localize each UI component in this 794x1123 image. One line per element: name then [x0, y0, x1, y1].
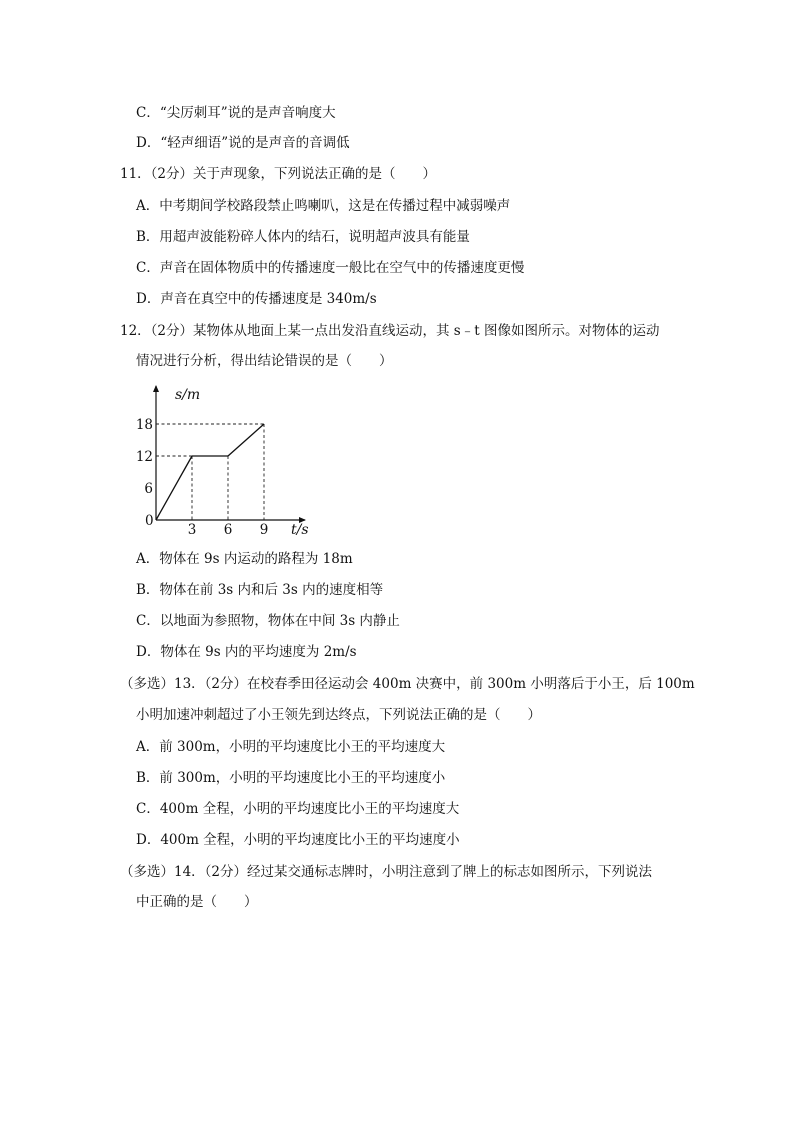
- q13-stem-line1: （多选）13．（2分）在校春季田径运动会 400m 决赛中，前 300m 小明落后于小王，后 100m: [120, 676, 695, 692]
- y-axis-label: s/m: [175, 387, 201, 403]
- q12-option-c: C．以地面为参照物，物体在中间 3s 内静止: [136, 613, 400, 629]
- q10-option-c: C．“尖厉刺耳”说的是声音响度大: [136, 105, 336, 121]
- q11-stem: 11．（2分）关于声现象，下列说法正确的是（ ）: [120, 166, 437, 182]
- q14-stem-line2: 中正确的是（ ）: [136, 894, 258, 910]
- y-tick-label-18: 18: [135, 417, 153, 433]
- q12-stem-line2: 情况进行分析，得出结论错误的是（ ）: [136, 353, 393, 369]
- graph-segment-1: [156, 456, 192, 520]
- q11-option-a: A．中考期间学校路段禁止鸣喇叭，这是在传播过程中减弱噪声: [136, 198, 511, 214]
- q12-option-b: B．物体在前 3s 内和后 3s 内的速度相等: [136, 582, 384, 598]
- q13-option-b: B．前 300m，小明的平均速度比小王的平均速度小: [136, 770, 446, 786]
- y-tick-label-6: 6: [144, 481, 153, 497]
- q11-option-b: B．用超声波能粉碎人体内的结石，说明超声波具有能量: [136, 229, 470, 245]
- x-tick-label-6: 6: [223, 522, 233, 538]
- q13-option-c: C．400m 全程，小明的平均速度比小王的平均速度大: [136, 801, 460, 817]
- x-tick-label-3: 3: [187, 522, 197, 538]
- q12-stem-line1: 12．（2分）某物体从地面上某一点出发沿直线运动，其 s﹣t 图像如图所示。对物体的运动: [120, 323, 660, 339]
- q12-option-d: D．物体在 9s 内的平均速度为 2m/s: [136, 644, 357, 660]
- q10-option-d: D．“轻声细语”说的是声音的音调低: [136, 135, 350, 151]
- q13-stem-line2: 小明加速冲刺超过了小王领先到达终点，下列说法正确的是（ ）: [136, 707, 541, 723]
- q11-option-d: D．声音在真空中的传播速度是 340m/s: [136, 291, 377, 307]
- graph-segment-3: [228, 424, 264, 456]
- origin-label: 0: [145, 513, 154, 529]
- st-graph-figure: [135, 380, 325, 540]
- q11-option-c: C．声音在固体物质中的传播速度一般比在空气中的传播速度更慢: [136, 260, 525, 276]
- x-axis-label: t/s: [291, 522, 309, 538]
- q13-option-d: D．400m 全程，小明的平均速度比小王的平均速度小: [136, 832, 460, 848]
- q13-option-a: A．前 300m，小明的平均速度比小王的平均速度大: [136, 739, 446, 755]
- x-tick-label-9: 9: [259, 522, 269, 538]
- y-tick-label-12: 12: [135, 449, 153, 465]
- q14-stem-line1: （多选）14．（2分）经过某交通标志牌时，小明注意到了牌上的标志如图所示，下列说法: [120, 864, 653, 880]
- q12-option-a: A．物体在 9s 内运动的路程为 18m: [136, 551, 353, 567]
